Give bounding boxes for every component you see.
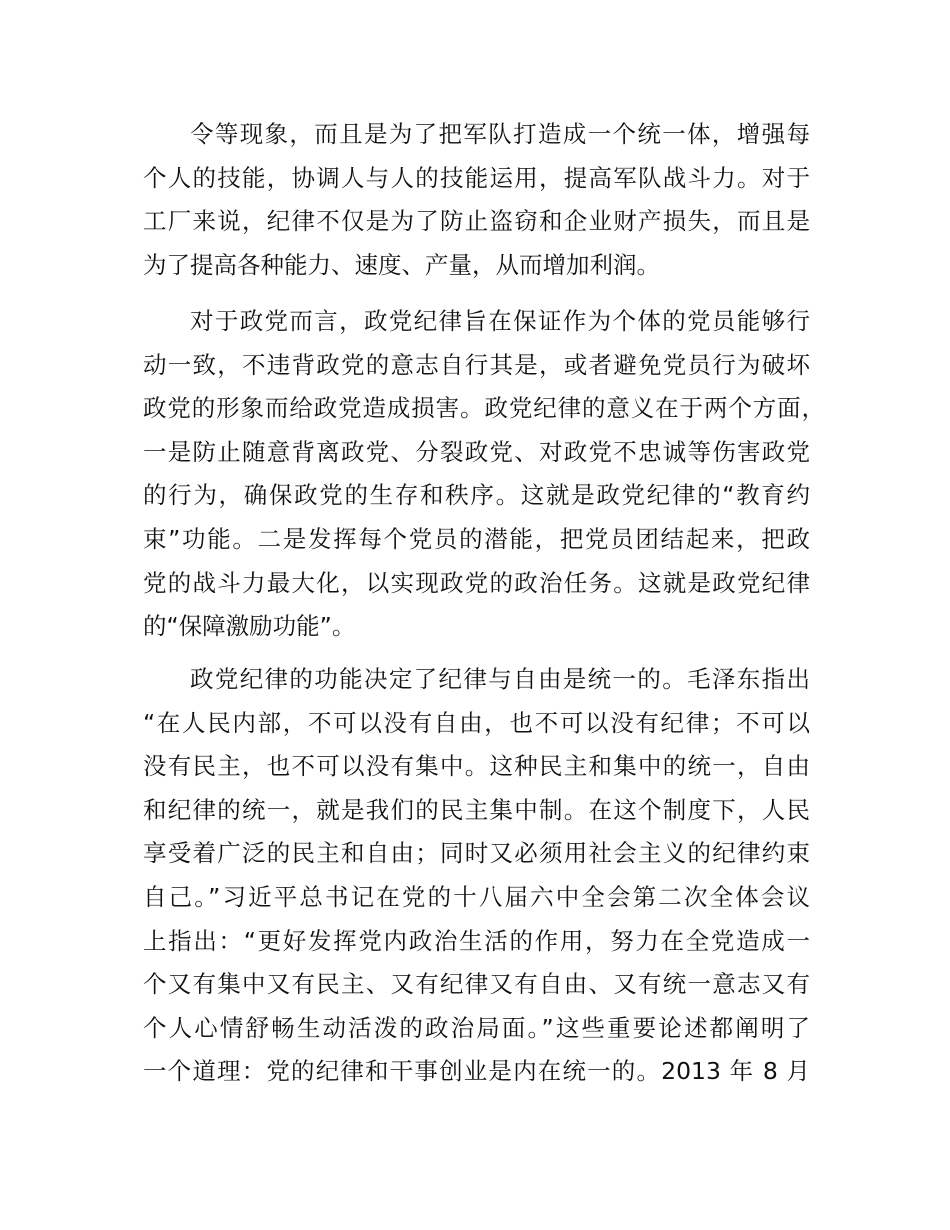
text-line: 个人的技能，协调人与人的技能运用，提高军队战斗力。对于 bbox=[143, 163, 810, 192]
text-line: 上指出：“更好发挥党内政治生活的作用，努力在全党造成一 bbox=[143, 926, 810, 955]
paragraph-1 bbox=[143, 113, 810, 287]
text-line: 一个道理：党的纪律和干事创业是内在统一的。2013 年 8 月 bbox=[143, 1057, 810, 1086]
text-line: 一是防止随意背离政党、分裂政党、对政党不忠诚等伤害政党 bbox=[143, 437, 810, 466]
text-line: 享受着广泛的民主和自由；同时又必须用社会主义的纪律约束 bbox=[143, 839, 810, 868]
paragraph-2 bbox=[143, 300, 825, 649]
text-line: 令等现象，而且是为了把军队打造成一个统一体，增强每 bbox=[190, 120, 810, 148]
text-line: 政党纪律的功能决定了纪律与自由是统一的。毛泽东指出 bbox=[190, 665, 810, 693]
text-line: “在人民内部，不可以没有自由，也不可以没有纪律；不可以 bbox=[143, 708, 810, 737]
text-line: 个人心情舒畅生动活泼的政治局面。”这些重要论述都阐明了 bbox=[143, 1013, 810, 1042]
text-line: 和纪律的统一，就是我们的民主集中制。在这个制度下，人民 bbox=[143, 795, 810, 824]
text-line: 束”功能。二是发挥每个党员的潜能，把党员团结起来，把政 bbox=[143, 524, 810, 553]
text-line: 党的战斗力最大化，以实现政党的政治任务。这就是政党纪律 bbox=[143, 568, 810, 597]
text-line: 动一致，不违背政党的意志自行其是，或者避免党员行为破坏 bbox=[143, 350, 810, 379]
paragraph-3 bbox=[143, 658, 810, 1094]
text-line: 的“保障激励功能”。 bbox=[143, 612, 356, 641]
text-line: 对于政党而言，政党纪律旨在保证作为个体的党员能够行 bbox=[190, 307, 810, 335]
text-line: 自己。”习近平总书记在党的十八届六中全会第二次全体会议 bbox=[143, 882, 810, 911]
text-line: 为了提高各种能力、速度、产量，从而增加利润。 bbox=[143, 250, 660, 279]
text-line: 没有民主，也不可以没有集中。这种民主和集中的统一，自由 bbox=[143, 752, 810, 781]
text-line: 工厂来说，纪律不仅是为了防止盗窃和企业财产损失，而且是 bbox=[143, 207, 810, 236]
text-line: 的行为，确保政党的生存和秩序。这就是政党纪律的“教育约 bbox=[143, 481, 810, 510]
text-line: 政党的形象而给政党造成损害。政党纪律的意义在于两个方面， bbox=[143, 394, 825, 423]
text-line: 个又有集中又有民主、又有纪律又有自由、又有统一意志又有 bbox=[143, 970, 810, 999]
